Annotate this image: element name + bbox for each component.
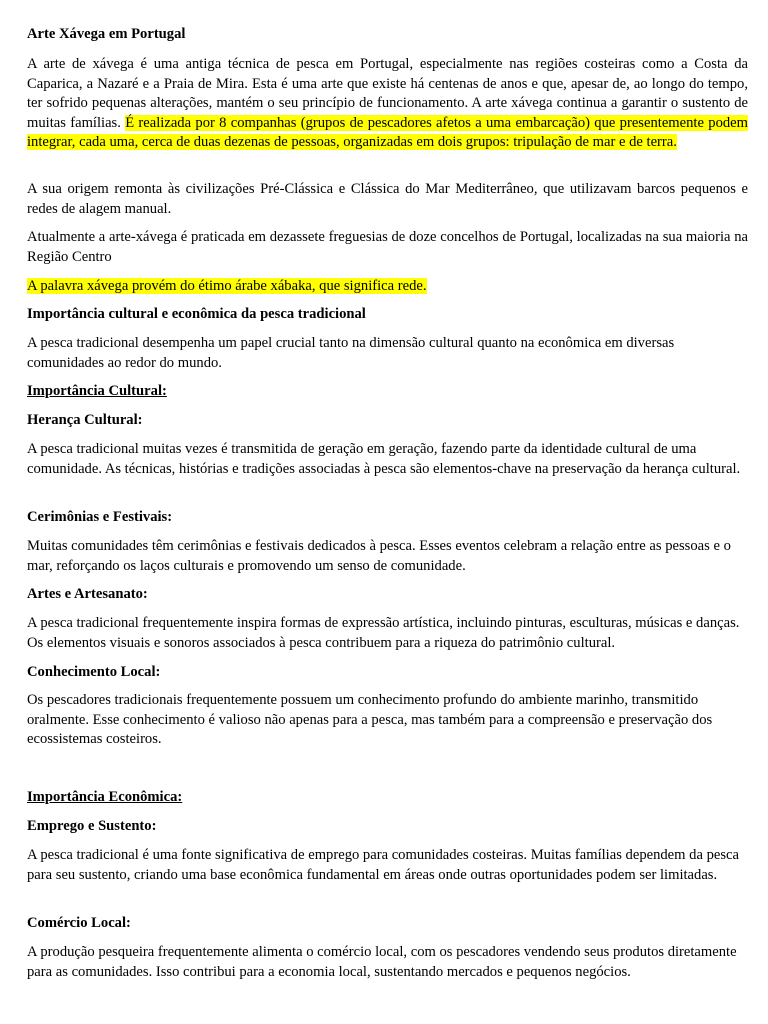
- paragraph-emprego: A pesca tradicional é uma fonte significativa de emprego para comunidades costeiras. Muitas famílias dependem da pesca para seu sustento, criando uma base econômica fundamental em áreas onde outras oportunidades podem ser limitadas.: [27, 847, 739, 883]
- heading-importancia: Importância cultural e econômica da pesca tradicional: [27, 306, 366, 322]
- paragraph-atualmente: Atualmente a arte-xávega é praticada em dezassete freguesias de doze concelhos de Portugal, localizadas na sua maioria na Região Centro: [27, 229, 748, 265]
- heading-importancia-cultural: Importância Cultural:: [27, 383, 167, 399]
- highlighted-text: É realizada por 8 companhas (grupos de pescadores afetos a uma embarcação) que presentemente podem integrar, cada uma, cerca de duas dezenas de pessoas, organizadas em dois grupos: tripulação de mar e de terra.: [27, 114, 748, 150]
- document-title: Arte Xávega em Portugal: [27, 26, 186, 42]
- paragraph-heranca: A pesca tradicional muitas vezes é transmitida de geração em geração, fazendo parte da identidade cultural de uma comunidade. As técnicas, histórias e tradições associadas à pesca são elementos-chave na preservação da herança cultural.: [27, 441, 741, 477]
- heading-artes: Artes e Artesanato:: [27, 586, 148, 602]
- paragraph-conhecimento: Os pescadores tradicionais frequentemente possuem um conhecimento profundo do ambiente marinho, transmitido oralmente. Esse conhecimento é valioso não apenas para a pesca, mas também para a compreensão e preservação dos ecossistemas costeiros.: [27, 692, 713, 747]
- heading-importancia-economica: Importância Econômica:: [27, 789, 183, 805]
- paragraph-intro-pesca: A pesca tradicional desempenha um papel crucial tanto na dimensão cultural quanto na econômica em diversas comunidades ao redor do mundo.: [27, 335, 675, 371]
- heading-conhecimento: Conhecimento Local:: [27, 664, 161, 680]
- heading-comercio: Comércio Local:: [27, 915, 131, 931]
- paragraph-origem: A sua origem remonta às civilizações Pré-Clássica e Clássica do Mar Mediterrâneo, que utilizavam barcos pequenos e redes de alagem manual.: [27, 181, 748, 217]
- paragraph-comercio: A produção pesqueira frequentemente alimenta o comércio local, com os pescadores vendendo seus produtos diretamente para as comunidades. Isso contribui para a economia local, sustentando mercados e pequenos negócios.: [27, 944, 737, 980]
- heading-emprego: Emprego e Sustento:: [27, 818, 157, 834]
- heading-cerimonias: Cerimônias e Festivais:: [27, 509, 173, 525]
- paragraph-artes: A pesca tradicional frequentemente inspira formas de expressão artística, incluindo pinturas, esculturas, músicas e danças. Os elementos visuais e sonoros associados à pesca contribuem para a riqueza do patrimônio cultural.: [27, 615, 740, 651]
- paragraph-arte-xavega: [27, 55, 748, 153]
- paragraph-text: A arte de xávega é uma antiga técnica de pesca em Portugal, especialmente nas regiões costeiras como a Costa da Caparica, a Nazaré e a Praia de Mira. Esta é uma arte que existe há centenas de anos e que, apesar de, ao longo do tempo, ter sofrido pequenas alterações, mantém o seu princípio de funcionamento. A arte xávega continua a garantir o sustento de muitas famílias.: [27, 56, 748, 131]
- highlighted-text: A palavra xávega provém do étimo árabe xábaka, que significa rede.: [27, 278, 427, 294]
- paragraph-palavra-xavega: [27, 277, 748, 297]
- heading-heranca-cultural: Herança Cultural:: [27, 412, 143, 428]
- paragraph-cerimonias: Muitas comunidades têm cerimônias e festivais dedicados à pesca. Esses eventos celebram a relação entre as pessoas e o mar, reforçando os laços culturais e promovendo um senso de comunidade.: [27, 538, 731, 574]
